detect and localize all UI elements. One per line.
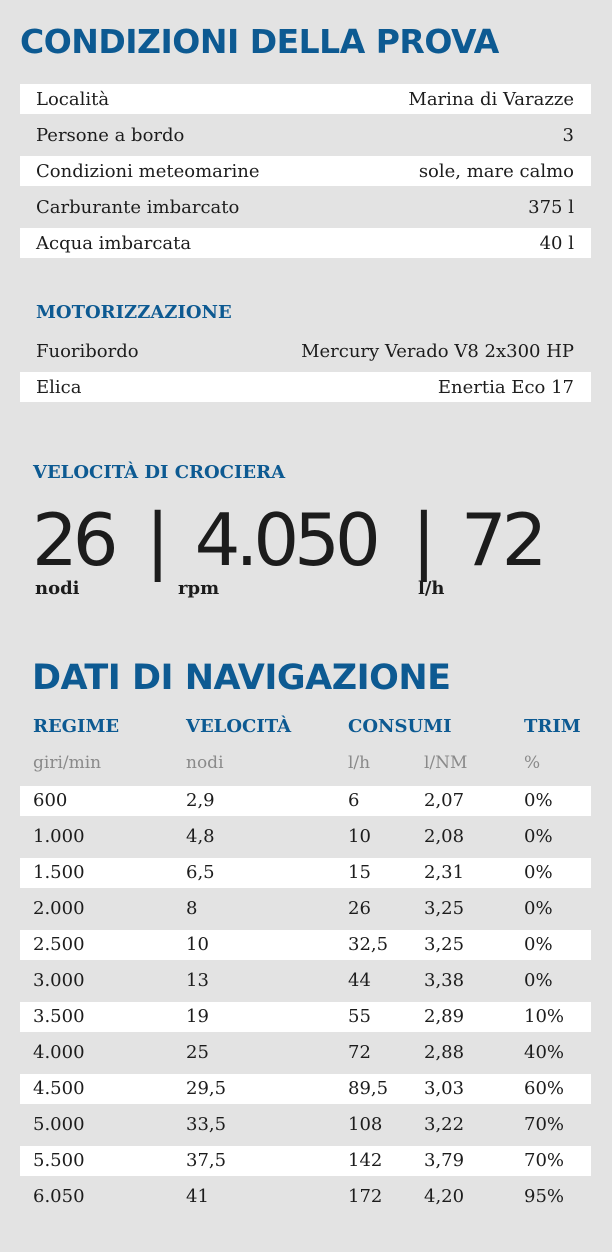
cell-trim: 70% <box>524 1150 565 1171</box>
row-label: Fuoribordo <box>36 340 139 362</box>
column-header-consumi: CONSUMI <box>348 716 452 737</box>
table-row <box>20 1146 591 1176</box>
column-header-regime: REGIME <box>33 716 120 737</box>
row-value: Enertia Eco 17 <box>437 376 574 398</box>
page-title: CONDIZIONI DELLA PROVA <box>20 22 499 61</box>
table-row <box>20 1038 591 1068</box>
cell-lnm: 2,89 <box>424 1006 465 1027</box>
table-row <box>20 228 591 258</box>
cell-lnm: 2,31 <box>424 862 465 883</box>
row-value: sole, mare calmo <box>418 160 574 182</box>
engine-table <box>20 336 591 408</box>
cell-velocita: 13 <box>186 970 209 991</box>
cell-regime: 4.000 <box>33 1042 85 1063</box>
cell-regime: 1.500 <box>33 862 85 883</box>
column-header-trim: TRIM <box>524 716 581 737</box>
cell-lnm: 2,08 <box>424 826 465 847</box>
row-label: Località <box>36 88 110 110</box>
unit-lnm: l/NM <box>424 753 468 773</box>
cell-lnm: 3,25 <box>424 934 465 955</box>
table-row <box>20 786 591 816</box>
cell-trim: 0% <box>524 934 553 955</box>
separator: | <box>145 498 165 582</box>
cell-trim: 70% <box>524 1114 565 1135</box>
cruise-figures <box>32 498 542 582</box>
cell-lh: 32,5 <box>348 934 389 955</box>
cell-regime: 5.500 <box>33 1150 85 1171</box>
cell-regime: 2.500 <box>33 934 85 955</box>
cell-velocita: 10 <box>186 934 209 955</box>
cell-lnm: 2,07 <box>424 790 465 811</box>
engine-heading: MOTORIZZAZIONE <box>36 302 232 323</box>
conditions-table <box>20 84 591 264</box>
cell-trim: 10% <box>524 1006 565 1027</box>
cell-trim: 0% <box>524 826 553 847</box>
cell-lh: 89,5 <box>348 1078 389 1099</box>
cruise-speed: 26 <box>32 498 114 582</box>
cell-regime: 3.500 <box>33 1006 85 1027</box>
cell-regime: 600 <box>33 790 68 811</box>
cell-velocita: 2,9 <box>186 790 215 811</box>
table-row <box>20 84 591 114</box>
cell-velocita: 33,5 <box>186 1114 227 1135</box>
cell-trim: 0% <box>524 898 553 919</box>
row-label: Carburante imbarcato <box>36 196 240 218</box>
cell-velocita: 19 <box>186 1006 209 1027</box>
cell-trim: 60% <box>524 1078 565 1099</box>
cell-regime: 1.000 <box>33 826 85 847</box>
cruise-consumption: 72 <box>460 498 543 582</box>
cell-lh: 15 <box>348 862 371 883</box>
cell-velocita: 37,5 <box>186 1150 227 1171</box>
cell-lh: 172 <box>348 1186 383 1207</box>
cell-trim: 0% <box>524 862 553 883</box>
table-row <box>20 930 591 960</box>
cell-lnm: 2,88 <box>424 1042 465 1063</box>
table-row <box>20 156 591 186</box>
cell-trim: 95% <box>524 1186 565 1207</box>
row-value: 375 l <box>528 196 574 218</box>
cell-lh: 55 <box>348 1006 371 1027</box>
navigation-heading: DATI DI NAVIGAZIONE <box>32 658 451 698</box>
table-row <box>20 1110 591 1140</box>
row-label: Persone a bordo <box>36 124 185 146</box>
table-row <box>20 894 591 924</box>
cell-lh: 44 <box>348 970 371 991</box>
cell-velocita: 29,5 <box>186 1078 227 1099</box>
cell-lnm: 3,38 <box>424 970 465 991</box>
consumption-unit: l/h <box>418 578 445 599</box>
row-value: 3 <box>562 124 574 146</box>
cell-regime: 5.000 <box>33 1114 85 1135</box>
table-row <box>20 822 591 852</box>
row-value: 40 l <box>539 232 574 254</box>
rpm-unit: rpm <box>178 578 220 599</box>
table-row <box>20 120 591 150</box>
table-row <box>20 372 591 402</box>
cell-regime: 6.050 <box>33 1186 85 1207</box>
unit-lh: l/h <box>348 753 371 773</box>
row-value: Mercury Verado V8 2x300 HP <box>301 340 574 362</box>
cell-velocita: 8 <box>186 898 198 919</box>
cell-velocita: 41 <box>186 1186 209 1207</box>
row-label: Condizioni meteomarine <box>36 160 260 182</box>
cell-lh: 10 <box>348 826 371 847</box>
row-label: Acqua imbarcata <box>36 232 192 254</box>
table-row <box>20 192 591 222</box>
unit-velocita: nodi <box>186 753 224 773</box>
cell-velocita: 4,8 <box>186 826 215 847</box>
cell-lnm: 4,20 <box>424 1186 465 1207</box>
cell-lnm: 3,25 <box>424 898 465 919</box>
cell-lh: 108 <box>348 1114 383 1135</box>
cell-lnm: 3,22 <box>424 1114 465 1135</box>
table-row <box>20 966 591 996</box>
cell-regime: 4.500 <box>33 1078 85 1099</box>
table-row <box>20 1182 591 1212</box>
table-row <box>20 336 591 366</box>
unit-trim: % <box>524 753 541 773</box>
cell-trim: 0% <box>524 790 553 811</box>
cell-lh: 142 <box>348 1150 383 1171</box>
cell-lh: 26 <box>348 898 371 919</box>
cell-lh: 6 <box>348 790 360 811</box>
cell-trim: 0% <box>524 970 553 991</box>
cell-lh: 72 <box>348 1042 371 1063</box>
speed-unit: nodi <box>35 578 80 599</box>
cell-trim: 40% <box>524 1042 565 1063</box>
row-label: Elica <box>36 376 82 398</box>
table-row <box>20 1002 591 1032</box>
cruise-rpm: 4.050 <box>194 498 376 582</box>
cell-regime: 2.000 <box>33 898 85 919</box>
cell-velocita: 6,5 <box>186 862 215 883</box>
cell-lnm: 3,79 <box>424 1150 465 1171</box>
row-value: Marina di Varazze <box>408 88 574 110</box>
separator: | <box>411 498 431 582</box>
column-header-velocita: VELOCITÀ <box>186 716 292 737</box>
cell-regime: 3.000 <box>33 970 85 991</box>
cell-lnm: 3,03 <box>424 1078 465 1099</box>
table-row <box>20 1074 591 1104</box>
cruise-heading: VELOCITÀ DI CROCIERA <box>33 462 286 483</box>
table-row <box>20 858 591 888</box>
unit-regime: giri/min <box>33 753 102 773</box>
cell-velocita: 25 <box>186 1042 209 1063</box>
